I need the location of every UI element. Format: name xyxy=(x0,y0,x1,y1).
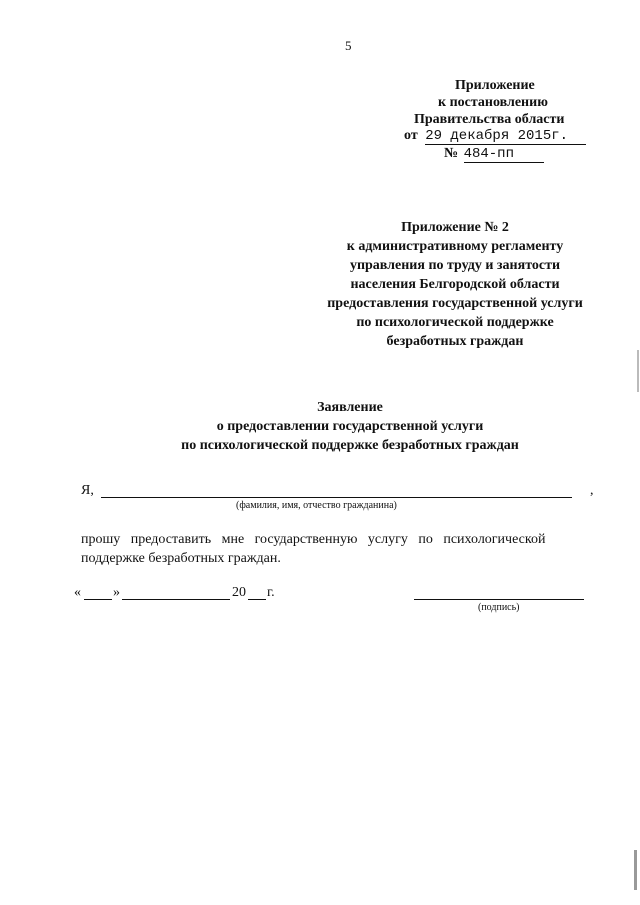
appendix2-block xyxy=(310,218,600,351)
appendix2-line: по психологической поддержке xyxy=(356,315,554,330)
date-year-field-line[interactable] xyxy=(248,599,266,600)
statement-title-line: по психологической поддержке безработных граждан xyxy=(181,438,519,453)
statement-title xyxy=(120,398,580,455)
appendix2-line: к административному регламенту xyxy=(346,239,564,254)
appendix2-line: безработных граждан xyxy=(386,334,524,349)
date-close-quote: » xyxy=(113,585,120,600)
page-number: 5 xyxy=(345,38,352,53)
date-month-field-line[interactable] xyxy=(122,599,230,600)
i-label: Я, xyxy=(81,483,94,498)
appendix2-line: Приложение № 2 xyxy=(401,220,509,235)
date-prefix: от xyxy=(404,128,418,143)
appendix2-line: предоставления государственной услуги xyxy=(327,296,583,311)
appendix2-line: населения Белгородской области xyxy=(350,277,560,292)
appendix-line-3: Правительства области xyxy=(414,112,565,127)
number-value: 484-пп xyxy=(464,146,544,163)
comma: , xyxy=(590,483,594,498)
appendix-number-row xyxy=(444,146,544,163)
appendix-line-2: к постановлению xyxy=(438,95,548,110)
date-value: 29 декабря 2015г. xyxy=(425,128,586,145)
request-line-2: поддержке безработных граждан. xyxy=(81,551,281,566)
appendix2-line: управления по труду и занятости xyxy=(349,258,561,273)
year-suffix: г. xyxy=(267,585,275,600)
signature-hint: (подпись) xyxy=(478,602,520,613)
statement-title-line: о предоставлении государственной услуги xyxy=(216,419,484,434)
scan-artifact xyxy=(634,850,637,890)
number-prefix: № xyxy=(444,146,459,161)
full-name-hint: (фамилия, имя, отчество гражданина) xyxy=(236,500,397,511)
scan-artifact xyxy=(637,350,639,392)
date-day-field-line[interactable] xyxy=(84,599,112,600)
signature-field-line[interactable] xyxy=(414,599,584,600)
request-line-1: прошу предоставить мне государственную услугу по психологической xyxy=(81,532,546,547)
year-prefix: 20 xyxy=(232,585,246,600)
statement-title-line: Заявление xyxy=(317,400,383,415)
appendix-date-row xyxy=(404,128,586,145)
appendix-line-1: Приложение xyxy=(455,78,535,93)
full-name-field-line[interactable] xyxy=(101,497,572,498)
date-open-quote: « xyxy=(74,585,81,600)
